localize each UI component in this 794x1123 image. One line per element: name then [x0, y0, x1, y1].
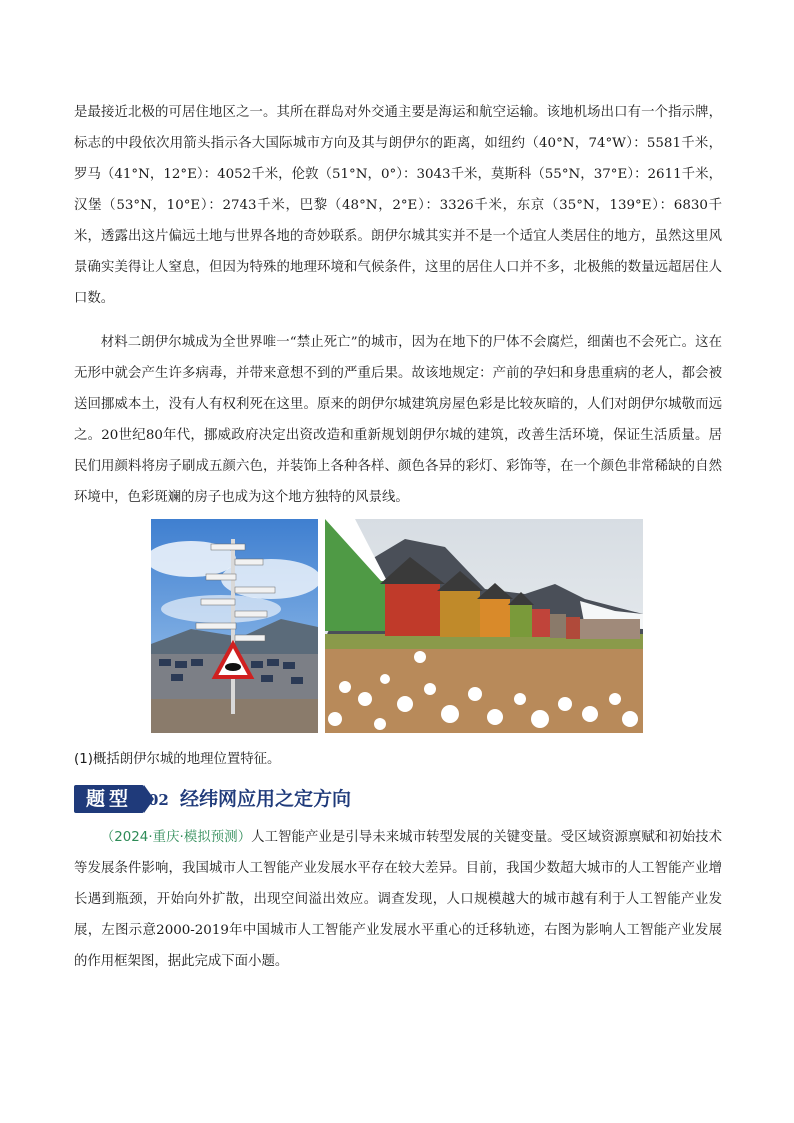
paragraph-material-one: 是最接近北极的可居住地区之一。其所在群岛对外交通主要是海运和航空运输。该地机场出口有一个指示牌，标志的中段依次用箭头指示各大国际城市方向及其与朗伊尔的距离，如纽约（40°N，74°W）：5581千米，罗马（41°N，12°E）：4052千米，伦敦（51°N，0°）：3043千米，莫斯科（55°N，37°E）：2611千米，汉堡（53°N，10°E）：2743千米，巴黎（48°N，2°E）：3326千米，东京（35°N，139°E）：6830千米，透露出这片偏远土地与世界各地的奇妙联系。朗伊尔城其实并不是一个适宜人类居住的地方，虽然这里风景确实美得让人窒息，但因为特殊的地理环境和气候条件，这里的居住人口并不多，北极熊的数量远超居住人口数。 [74, 105, 722, 306]
paragraph-material-two: 材料二朗伊尔城成为全世界唯一“禁止死亡”的城市，因为在地下的尸体不会腐烂，细菌也不会死亡。这在无形中就会产生许多病毒，并带来意想不到的严重后果。故该地规定：产前的孕妇和身患重病的老人，都会被送回挪威本土，没有人有权利死在这里。原来的朗伊尔城建筑房屋色彩是比较灰暗的，人们对朗伊尔城敬而远之。20世纪80年代，挪威政府决定出资改造和重新规划朗伊尔城的建筑，改善生活环境，保证生活质量。居民们用颜料将房子刷成五颜六色，并装饰上各种各样、颜色各异的彩灯、彩饰等，在一个颜色非常稀缺的自然环境中，色彩斑斓的房子也成为这个地方独特的风景线。 [74, 335, 722, 505]
question-stem-text: 人工智能产业是引导未来城市转型发展的关键变量。受区域资源禀赋和初始技术等发展条件影响，我国城市人工智能产业发展水平存在较大差异。目前，我国少数超大城市的人工智能产业增长遇到瓶颈，开始向外扩散，出现空间溢出效应。调查发现，人口规模越大的城市越有利于人工智能产业发展，左图示意2000-2019年中国城市人工智能产业发展水平重心的迁移轨迹，右图为影响人工智能产业发展的作用框架图，据此完成下面小题。 [74, 830, 722, 969]
paragraph-question-stem [74, 822, 722, 977]
section-title: 经纬网应用之定方向 [180, 788, 352, 810]
section-header [74, 785, 734, 815]
colorful-houses-photo [325, 519, 643, 733]
signpost-photo [151, 519, 318, 733]
photo-pair [151, 519, 643, 733]
section-number: 02 [148, 791, 169, 809]
section-badge: 题型 [74, 785, 144, 813]
question-1: (1)概括朗伊尔城的地理位置特征。 [74, 752, 281, 767]
question-source: （2024·重庆·模拟预测） [100, 830, 252, 845]
